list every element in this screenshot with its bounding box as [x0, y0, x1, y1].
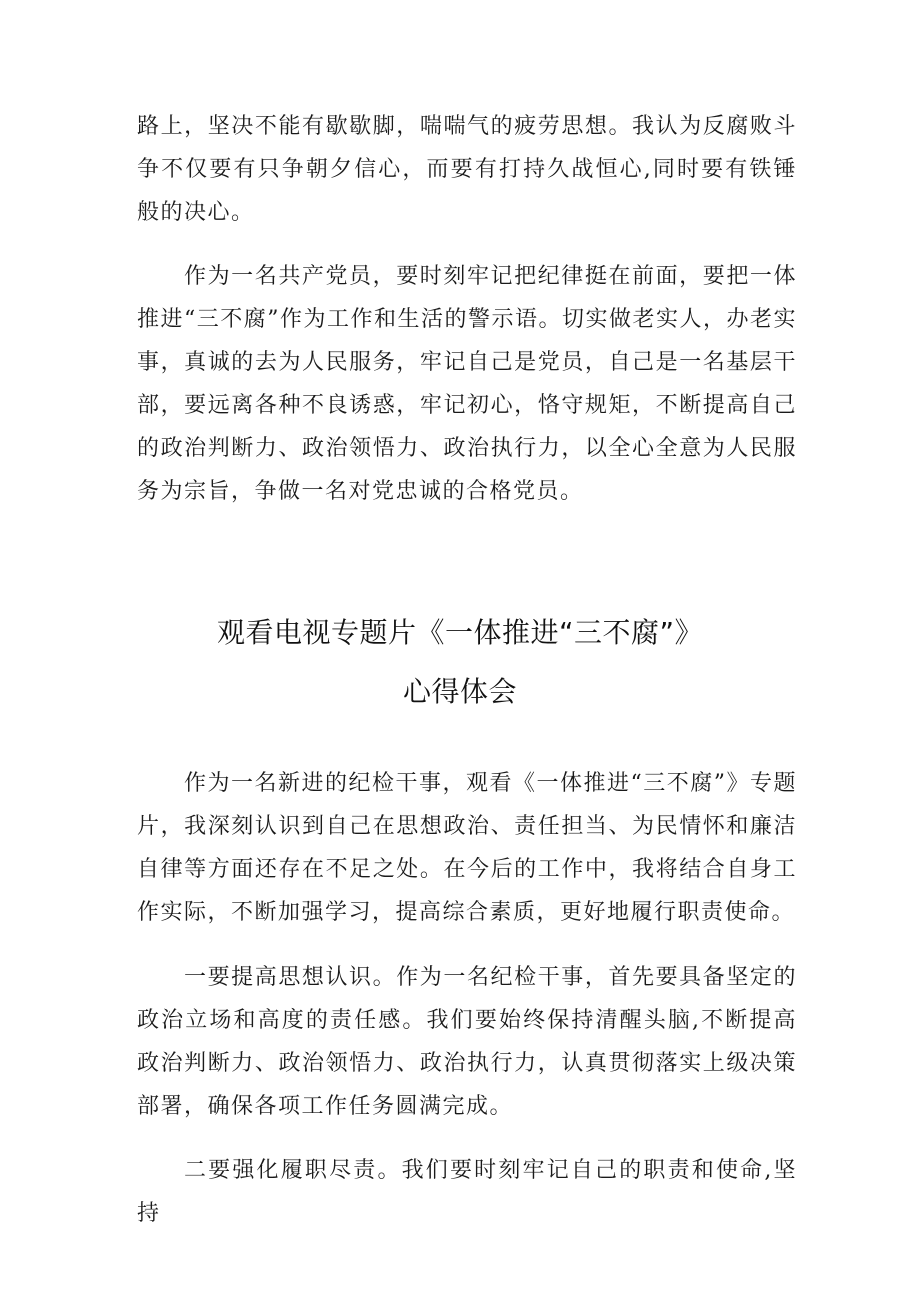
paragraph-point-one: 一要提高思想认识。作为一名纪检干事，首先要具备坚定的政治立场和高度的责任感。我们要始终保持清醒头脑,不断提高政治判断力、政治领悟力、政治执行力，认真贯彻落实上级决策部署，确保各项工作任务圆满完成。: [137, 965, 797, 1119]
article-title-line1: 观看电视专题片《一体推进“三不腐”》: [216, 616, 703, 649]
article-title-line2: 心得体会: [402, 675, 517, 708]
paragraph-continuation: 路上，坚决不能有歇歇脚，喘喘气的疲劳思想。我认为反腐败斗争不仅要有只争朝夕信心，而要有打持久战恒心,同时要有铁锤般的决心。: [137, 114, 797, 225]
paragraph-point-two: 二要强化履职尽责。我们要时刻牢记自己的职责和使命,坚持: [137, 1158, 797, 1226]
paragraph-intro: 作为一名新进的纪检干事，观看《一体推进“三不腐”》专题片，我深刻认识到自己在思想政治、责任担当、为民情怀和廉洁自律等方面还存在不足之处。在今后的工作中，我将结合自身工作实际，不断加强学习，提高综合素质，更好地履行职责使命。: [137, 771, 797, 925]
paragraph-party-member: 作为一名共产党员，要时刻牢记把纪律挺在前面，要把一体推进“三不腐”作为工作和生活的警示语。切实做老实人，办老实事，真诚的去为人民服务，牢记自己是党员，自己是一名基层干部，要远离各种不良诱惑，牢记初心，恪守规矩，不断提高自己的政治判断力、政治领悟力、政治执行力，以全心全意为人民服务为宗旨，争做一名对党忠诚的合格党员。: [137, 264, 797, 504]
